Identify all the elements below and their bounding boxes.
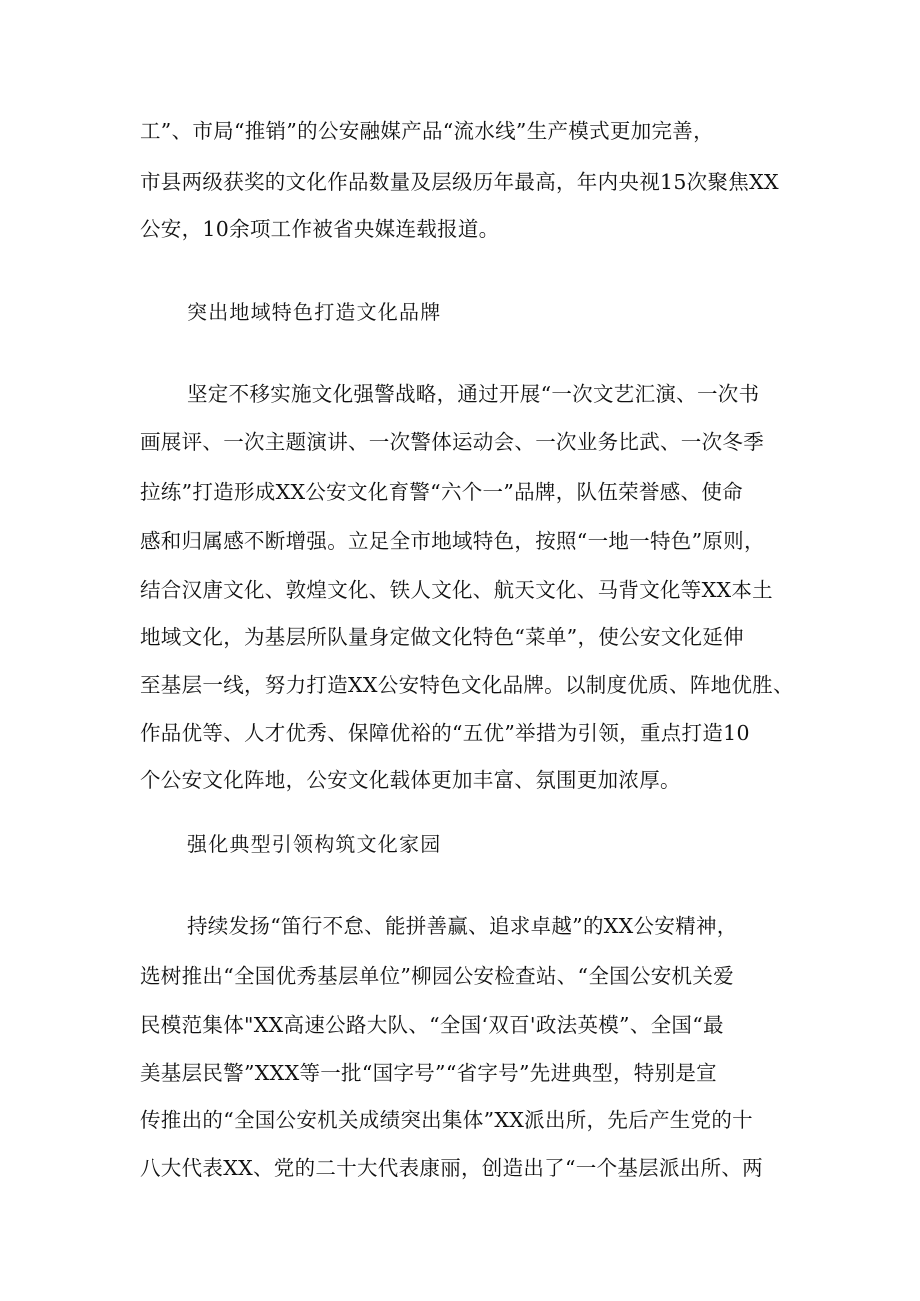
paragraph-line: 工”、市局“推销”的公安融媒产品“流水线”生产模式更加完善， (140, 119, 714, 143)
paragraph-line: 拉练”打造形成XX公安文化育警“六个一”品牌，队伍荣誉感、使命 (140, 480, 743, 504)
paragraph-line: 民模范集体"XX高速公路大队、“全国‘双百'政法英模”、全国“最 (140, 1013, 724, 1037)
paragraph-line: 公安，10余项工作被省央媒连载报道。 (140, 217, 500, 241)
section-heading: 突出地域特色打造文化品牌 (187, 300, 442, 324)
paragraph-line: 市县两级获奖的文化作品数量及层级历年最高，年内央视15次聚焦XX (140, 170, 779, 194)
paragraph-line: 作品优等、人才优秀、保障优裕的“五优”举措为引领，重点打造10 (140, 721, 750, 745)
paragraph-line: 地域文化，为基层所队量身定做文化特色“菜单”，使公安文化延伸 (140, 625, 744, 649)
paragraph-line: 选树推出“全国优秀基层单位”柳园公安检查站、“全国公安机关爱 (140, 964, 734, 988)
paragraph-line: 画展评、一次主题演讲、一次警体运动会、一次业务比武、一次冬季 (140, 430, 764, 454)
paragraph-line: 坚定不移实施文化强警战略，通过开展“一次文艺汇演、一次书 (187, 382, 760, 406)
paragraph-line: 传推出的“全国公安机关成绩突出集体”XX派出所，先后产生党的十 (140, 1108, 753, 1132)
paragraph-line: 至基层一线，努力打造XX公安特色文化品牌。以制度优质、阵地优胜、 (140, 673, 794, 697)
paragraph-line: 持续发扬“笛行不怠、能拼善赢、追求卓越”的XX公安精神， (187, 914, 738, 938)
paragraph-line: 美基层民警”XXX等一批“国字号”“省字号”先进典型，特别是宣 (140, 1061, 717, 1085)
paragraph-line: 感和归属感不断增强。立足全市地域特色，按照“一地一特色”原则， (140, 529, 765, 553)
paragraph-line: 八大代表XX、党的二十大代表康丽，创造出了“一个基层派出所、两 (140, 1156, 763, 1180)
section-heading: 强化典型引领构筑文化家园 (187, 832, 442, 856)
paragraph-line: 结合汉唐文化、敦煌文化、铁人文化、航天文化、马背文化等XX本土 (140, 578, 773, 602)
paragraph-line: 个公安文化阵地，公安文化载体更加丰富、氛围更加浓厚。 (140, 768, 681, 792)
